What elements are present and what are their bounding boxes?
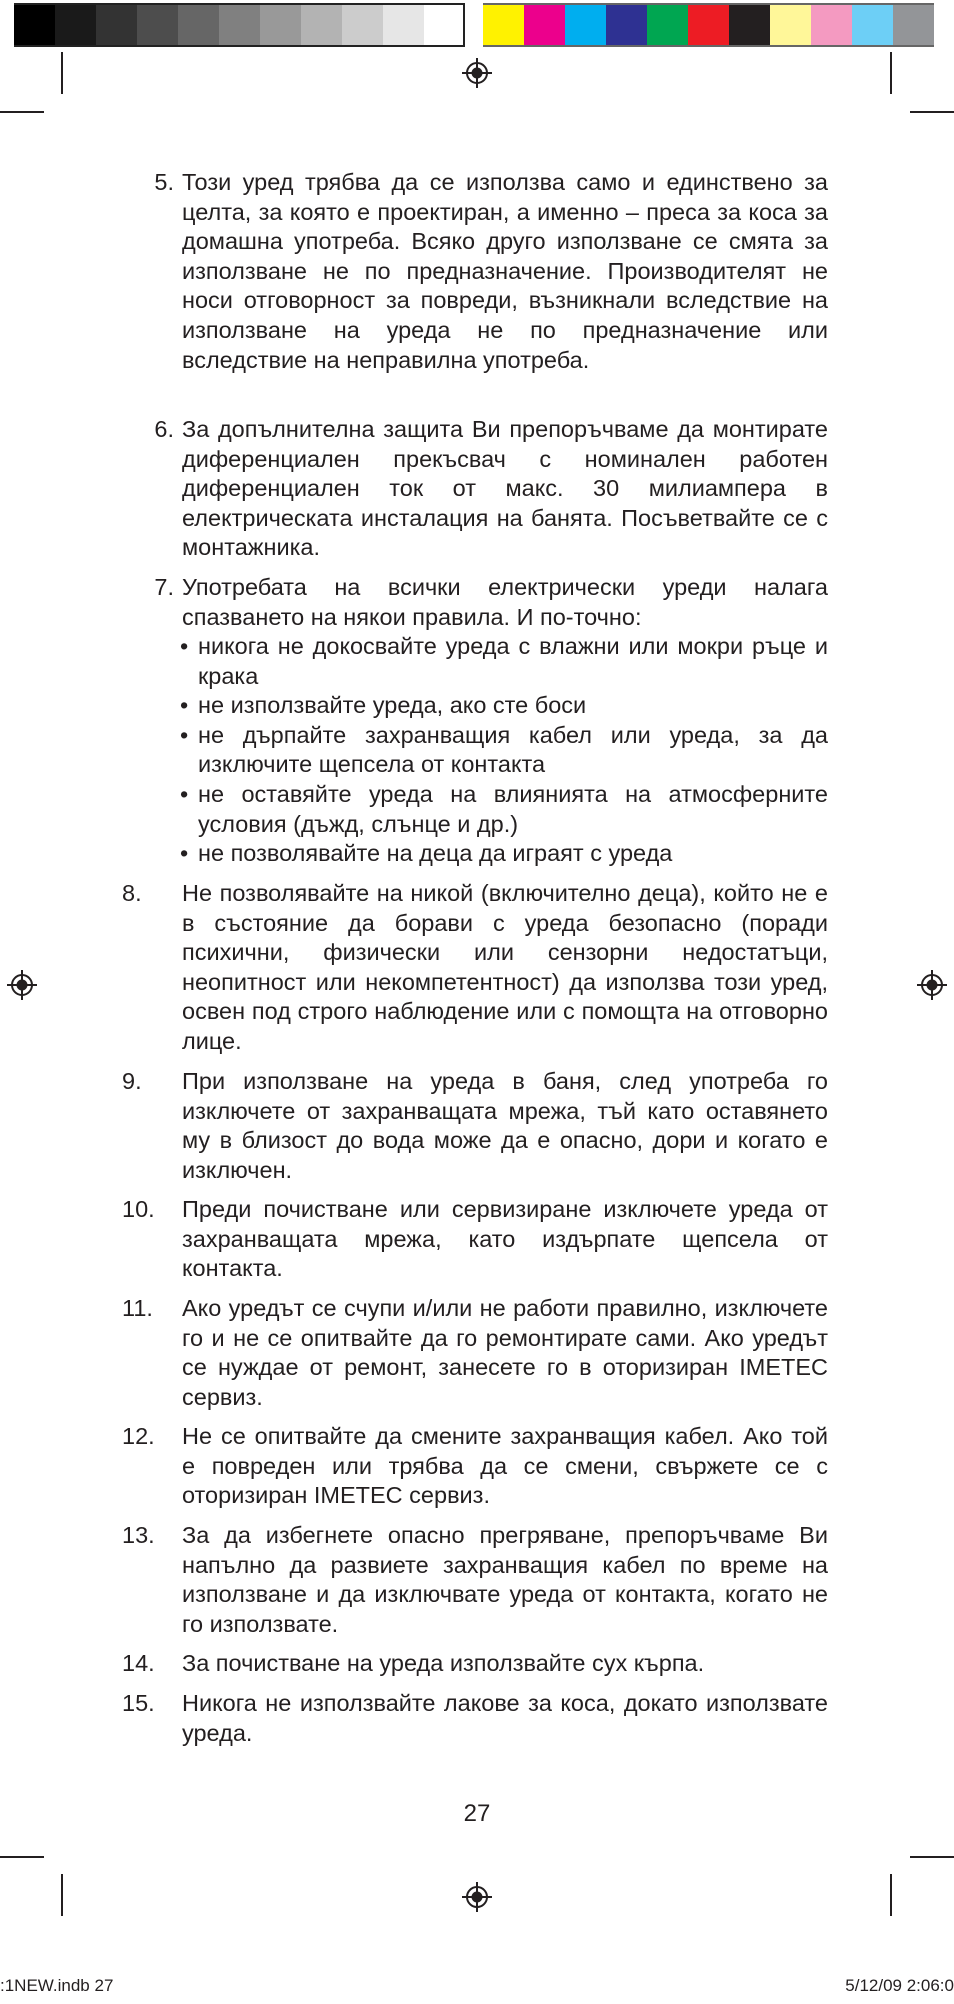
crop-mark [0, 111, 44, 113]
color-swatch [96, 3, 137, 47]
file-slug: :1NEW.indb 27 [0, 1976, 114, 1995]
color-swatch [688, 3, 729, 47]
item-text: Този уред трябва да се използва само и единствено за целта, за която е проектиран, а именно – преса за коса за домашна употреба. Всяко друго използване се смята за използване не по предназначение. Производителят не носи отговорност за повреди, възникнали вследствие на използване на уреда не по предназначение или вследствие на неправилна употреба. [182, 169, 828, 373]
bullet-item: • никога не докосвайте уреда с влажни или мокри ръце и крака [180, 632, 828, 691]
item-text: За почистване на уреда използвайте сух кърпа. [182, 1650, 705, 1676]
list-item [0, 1521, 954, 1639]
registration-mark-icon [462, 1882, 492, 1912]
color-swatch [178, 3, 219, 47]
bullet-item: • не оставяйте уреда на влиянията на атмосферните условия (дъжд, слънце и др.) [180, 780, 828, 839]
item-number: 6. [154, 416, 174, 442]
item-text: За допълнителна защита Ви препоръчваме да монтирате диференциален прекъсвач с номинален работен диференциален ток от макс. 30 милиампера в електрическата инсталация на банята. Посъветвайте се с монтажника. [182, 416, 828, 561]
color-swatch [137, 3, 178, 47]
list-item [0, 1195, 954, 1284]
color-swatch [301, 3, 342, 47]
color-swatch [893, 3, 934, 47]
crop-mark [0, 1856, 44, 1858]
item-number: 12. [122, 1423, 155, 1449]
bullet-item: • не използвайте уреда, ако сте боси [180, 691, 828, 721]
item-number: 14. [122, 1650, 155, 1676]
crop-mark [890, 1874, 892, 1916]
item-number: 15. [122, 1690, 155, 1716]
list-item [0, 1067, 954, 1185]
item-text: Преди почистване или сервизиране изключете уреда от захранващата мрежа, като издърпате щепсела от контакта. [182, 1196, 828, 1282]
color-swatch [483, 3, 524, 47]
color-swatch [606, 3, 647, 47]
registration-mark-icon [462, 58, 492, 88]
item-text: За да избегнете опасно прегряване, препоръчваме Ви напълно да развиете захранващия кабел по време на използване и да изключвате уреда от контакта, когато не го използвате. [182, 1522, 828, 1637]
bullet-item: • не позволявайте на деца да играят с уреда [180, 839, 828, 869]
crop-mark [61, 52, 63, 94]
bullet-item: • не дърпайте захранващия кабел или уреда, за да изключите щепсела от контакта [180, 721, 828, 780]
color-swatch [811, 3, 852, 47]
color-swatch [424, 3, 465, 47]
color-swatch [260, 3, 301, 47]
list-item [0, 573, 954, 869]
crop-mark [61, 1874, 63, 1916]
list-item [0, 1294, 954, 1412]
list-item [0, 1689, 954, 1749]
list-item [0, 879, 954, 1057]
item-number: 5. [154, 169, 174, 195]
item-number: 8. [122, 880, 142, 906]
item-number: 7. [154, 574, 174, 600]
grayscale-color-bar [14, 0, 465, 46]
item-text: Никога не използвайте лакове за коса, докато използвате уреда. [182, 1690, 828, 1746]
instruction-list [0, 168, 954, 1759]
item-text: При използване на уреда в баня, след употреба го изключете от захранващата мрежа, тъй като оставянето му в близост до вода може да е опасно, дори и когато е изключен. [182, 1068, 828, 1183]
color-swatch [342, 3, 383, 47]
item-number: 11. [122, 1295, 153, 1321]
process-color-bar [483, 0, 934, 46]
color-swatch [219, 3, 260, 47]
list-item [0, 1649, 954, 1679]
list-item [0, 415, 954, 563]
crop-mark [890, 52, 892, 94]
item-number: 10. [122, 1196, 155, 1222]
color-swatch [729, 3, 770, 47]
item-number: 9. [122, 1068, 142, 1094]
color-swatch [55, 3, 96, 47]
color-swatch [770, 3, 811, 47]
list-item [0, 168, 954, 405]
color-swatch [524, 3, 565, 47]
crop-mark [910, 111, 954, 113]
list-item [0, 1422, 954, 1511]
item-number: 13. [122, 1522, 155, 1548]
color-swatch [565, 3, 606, 47]
color-swatch [383, 3, 424, 47]
item-text: Не се опитвайте да смените захранващия кабел. Ако той е повреден или трябва да се смени, свържете се с оторизиран IMETEC сервиз. [182, 1423, 828, 1509]
page-number: 27 [463, 1800, 491, 1827]
color-swatch [852, 3, 893, 47]
color-swatch [14, 3, 55, 47]
item-text: Не позволявайте на никой (включително деца), който не е в състояние да борави с уреда безопасно (поради психични, физически или сензорни недостатъци, неопитност или некомпетентност) да използва този уред, освен под строго наблюдение или с помощта на отговорно лице. [182, 880, 828, 1054]
crop-mark [910, 1856, 954, 1858]
item-text: Ако уредът се счупи и/или не работи правилно, изключете го и не се опитвайте да го ремонтирате сами. Ако уредът се нуждае от ремонт, занесете го в оторизиран IMETEC сервиз. [182, 1295, 828, 1410]
date-slug: 5/12/09 2:06:0 [845, 1976, 954, 1995]
color-swatch [647, 3, 688, 47]
item-text: Употребата на всички електрически уреди налага спазването на някои правила. И по-точно: [182, 574, 828, 630]
bullet-list [180, 632, 828, 869]
